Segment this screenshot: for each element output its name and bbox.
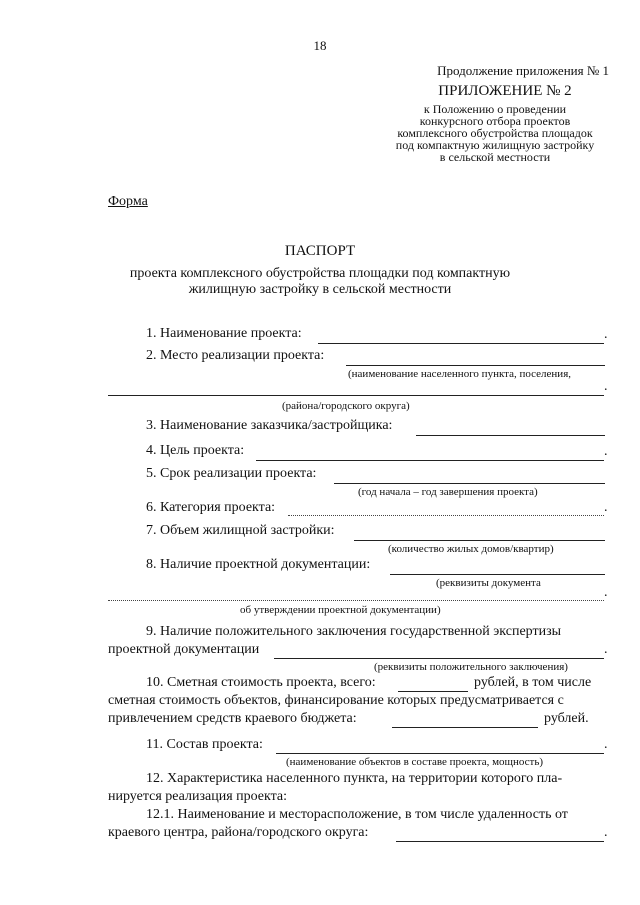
fill-line [274, 658, 604, 659]
fill-line [416, 435, 605, 436]
field-hint: (наименование населенного пункта, поселения, [348, 368, 571, 380]
field-label-cost: 10. Сметная стоимость проекта, всего: [146, 675, 376, 690]
appendix-line: к Положению о проведении [423, 102, 567, 116]
fill-line [108, 600, 604, 601]
field-hint: (реквизиты положительного заключения) [374, 661, 568, 673]
field-hint: (год начала – год завершения проекта) [358, 486, 538, 498]
fill-line [318, 343, 604, 344]
field-label-customer: 3. Наименование заказчика/застройщика: [146, 418, 393, 433]
period: . [604, 500, 608, 515]
fill-line [392, 727, 538, 728]
period: . [604, 825, 608, 840]
field-label-expertise-cont: проектной документации [108, 642, 260, 657]
field-hint: (реквизиты документа [436, 577, 541, 589]
field-label-location: 2. Место реализации проекта: [146, 348, 325, 363]
field-hint: об утверждении проектной документации) [240, 604, 441, 616]
fill-line [108, 395, 604, 396]
field-label-settlement-location: 12.1. Наименование и месторасположение, в том числе удаленность от [146, 807, 568, 822]
field-hint: (района/городского округа) [282, 400, 410, 412]
field-hint: (количество жилых домов/квартир) [388, 543, 554, 555]
field-hint: (наименование объектов в составе проекта, мощность) [286, 756, 544, 768]
field-label-cost-cont: сметная стоимость объектов, финансирование которых предусматривается с [108, 693, 564, 708]
appendix-title: ПРИЛОЖЕНИЕ № 2 [438, 83, 572, 99]
period: . [604, 737, 608, 752]
passport-title: ПАСПОРТ [284, 243, 356, 259]
period: . [604, 585, 608, 600]
fill-line [276, 753, 604, 754]
period: . [604, 642, 608, 657]
field-label-design-docs: 8. Наличие проектной документации: [146, 557, 371, 572]
fill-line [334, 483, 605, 484]
passport-subtitle: проекта комплексного обустройства площадки под компактную [129, 266, 511, 281]
field-label-expertise: 9. Наличие положительного заключения государственной экспертизы [146, 624, 562, 639]
field-label-goal: 4. Цель проекта: [146, 443, 245, 458]
fill-line [256, 460, 604, 461]
fill-line [398, 691, 468, 692]
period: . [604, 327, 608, 342]
field-label-settlement: 12. Характеристика населенного пункта, на территории которого пла- [146, 771, 563, 786]
form-label: Форма [108, 194, 148, 209]
fill-line [346, 365, 605, 366]
field-label-housing-volume: 7. Объем жилищной застройки: [146, 523, 335, 538]
period: . [604, 379, 608, 394]
field-label-category: 6. Категория проекта: [146, 500, 276, 515]
appendix-line: под компактную жилищную застройку [395, 138, 595, 152]
field-label-composition: 11. Состав проекта: [146, 737, 263, 752]
appendix-line: комплексного обустройства площадок [397, 126, 593, 140]
passport-subtitle: жилищную застройку в сельской местности [188, 282, 452, 297]
continuation-note: Продолжение приложения № 1 [437, 63, 609, 78]
field-label-cost-unit: рублей, в том числе [474, 675, 592, 690]
field-label-settlement-cont: нируется реализация проекта: [108, 789, 288, 804]
fill-line [288, 515, 604, 516]
field-label-term: 5. Срок реализации проекта: [146, 466, 317, 481]
field-label-cost-regional: привлечением средств краевого бюджета: [108, 711, 357, 726]
field-label-project-name: 1. Наименование проекта: [146, 326, 302, 341]
appendix-line: конкурсного отбора проектов [419, 114, 571, 128]
appendix-line: в сельской местности [439, 150, 551, 164]
field-label-settlement-location-cont: краевого центра, района/городского округа: [108, 825, 369, 840]
page-number: 18 [313, 38, 327, 53]
fill-line [396, 841, 604, 842]
field-label-cost-regional-unit: рублей. [544, 711, 589, 726]
period: . [604, 444, 608, 459]
fill-line [390, 574, 605, 575]
fill-line [354, 540, 605, 541]
